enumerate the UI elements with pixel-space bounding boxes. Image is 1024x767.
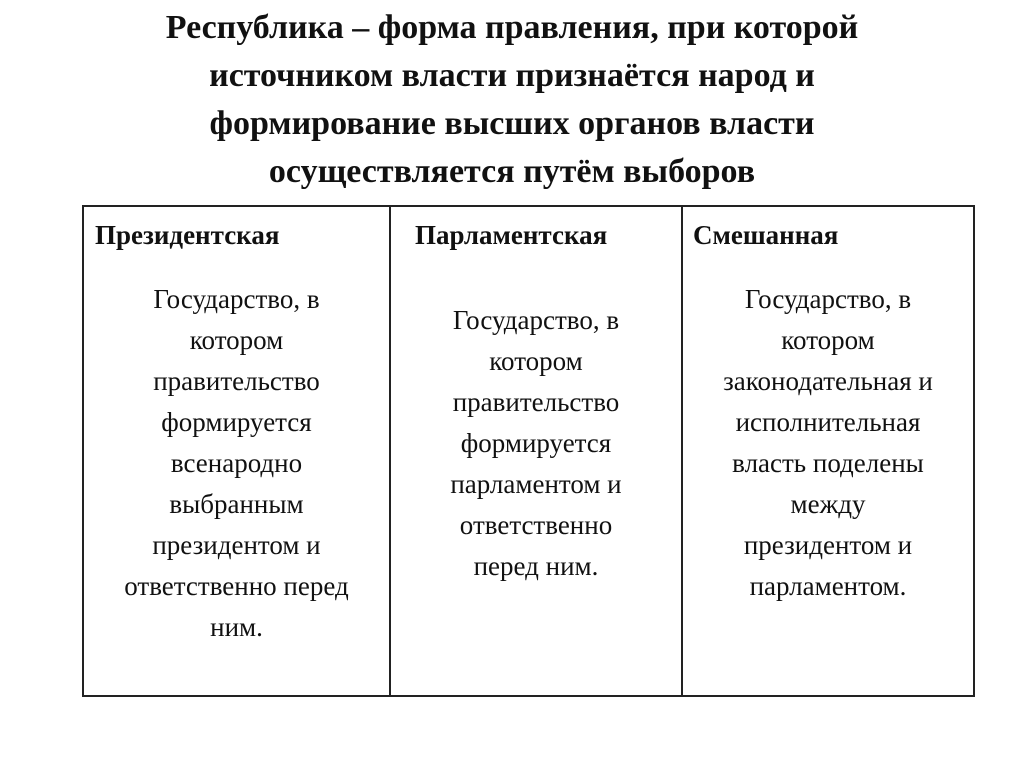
description-line: между: [790, 489, 866, 519]
description-line: президентом и: [743, 530, 913, 560]
republic-types-table: [82, 205, 975, 697]
description-line: Государство, в: [744, 284, 912, 314]
column-description: [391, 300, 681, 587]
description-line: перед ним.: [473, 551, 599, 581]
description-line: выбранным: [169, 489, 304, 519]
description-line: Государство, в: [153, 284, 320, 314]
title-line: источником власти признаётся народ и: [209, 57, 815, 94]
description-line: Государство, в: [452, 305, 620, 335]
description-line: формируется: [460, 428, 612, 458]
title-line: Республика – форма правления, при которой: [165, 9, 859, 46]
description-line: ним.: [210, 612, 263, 642]
column-heading: Смешанная: [693, 220, 839, 250]
column-parliamentary: [391, 207, 683, 695]
column-heading: Президентская: [95, 220, 280, 250]
column-description: [84, 279, 389, 648]
column-description: [683, 279, 973, 607]
description-line: котором: [489, 346, 583, 376]
description-line: ответственно: [459, 510, 613, 540]
column-mixed: [683, 207, 973, 695]
description-line: котором: [781, 325, 875, 355]
column-heading: Парламентская: [415, 220, 608, 250]
description-line: правительство: [153, 366, 320, 396]
description-line: законодательная и: [723, 366, 933, 396]
description-line: парламентом.: [749, 571, 907, 601]
title-line: осуществляется путём выборов: [268, 153, 756, 190]
description-line: парламентом и: [450, 469, 622, 499]
description-line: ответственно перед: [124, 571, 349, 601]
description-line: исполнительная: [735, 407, 921, 437]
title-line: формирование высших органов власти: [209, 105, 815, 142]
description-line: всенародно: [170, 448, 303, 478]
column-presidential: [84, 207, 391, 695]
description-line: президентом и: [152, 530, 321, 560]
description-line: власть поделены: [732, 448, 924, 478]
description-line: котором: [189, 325, 284, 355]
slide-title: [60, 4, 964, 196]
description-line: правительство: [452, 387, 620, 417]
description-line: формируется: [161, 407, 312, 437]
